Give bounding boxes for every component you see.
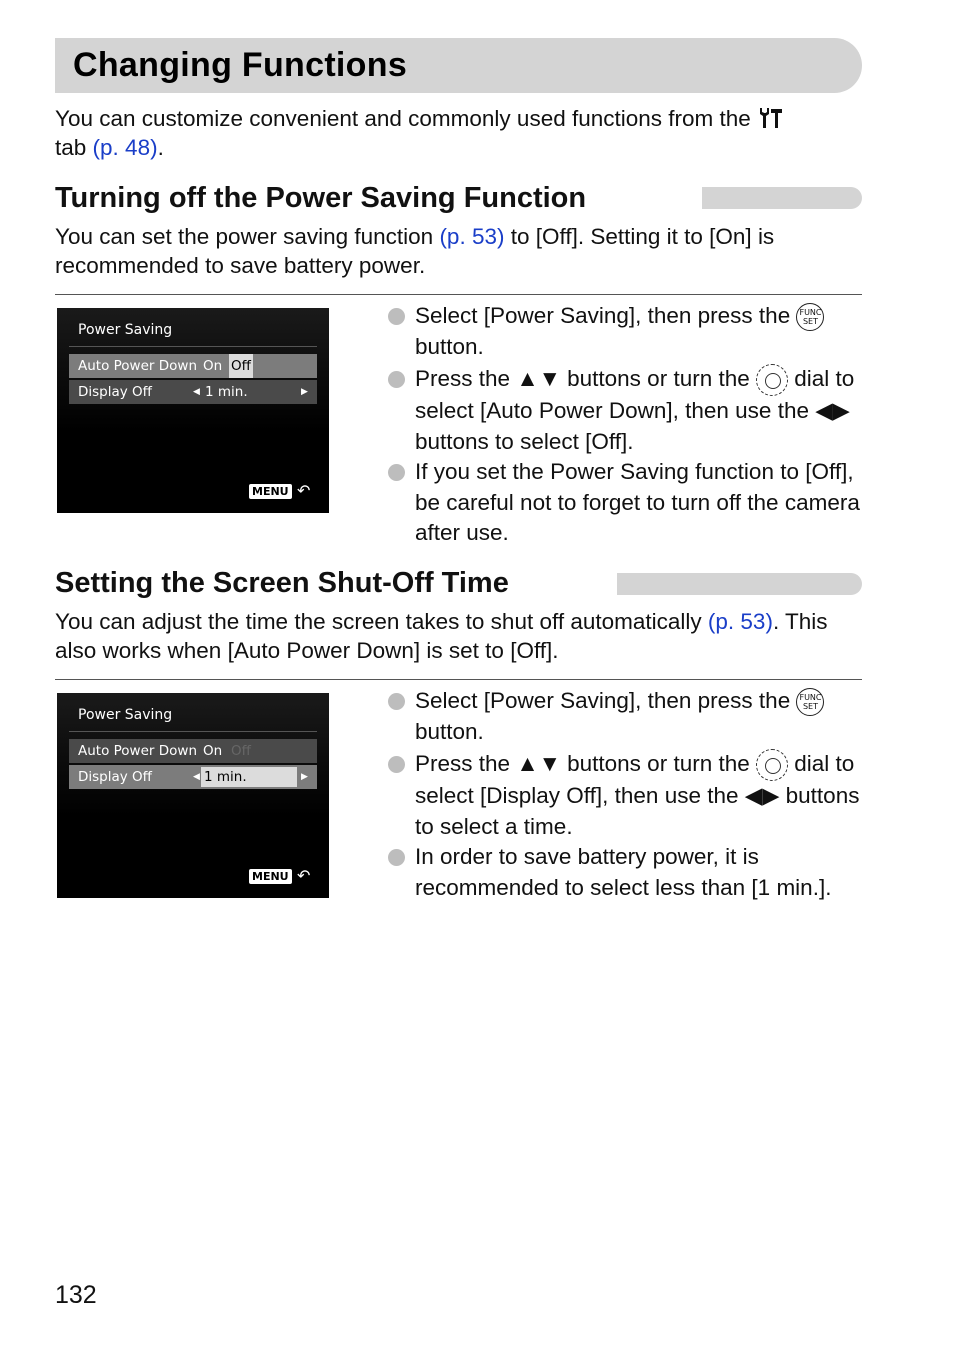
menu-row-auto-power-down: Auto Power Down On Off	[69, 739, 317, 763]
section2-rule	[55, 679, 862, 680]
tools-tab-icon	[757, 106, 783, 131]
bullet-item: In order to save battery power, it is recommended to select less than [1 min.].	[388, 842, 868, 903]
menu-button-icon: MENU	[249, 869, 292, 884]
bullet-dot-icon	[388, 849, 405, 866]
control-dial-icon	[756, 364, 788, 396]
right-arrow-icon: ▶	[301, 387, 308, 397]
screen-separator	[69, 346, 317, 347]
bullet-dot-icon	[388, 693, 405, 710]
section2-bullets	[388, 686, 868, 903]
menu-row-display-off: Display Off ◀ 1 min. ▶	[69, 380, 317, 404]
bullet-dot-icon	[388, 308, 405, 325]
bullet-item: Press the ▲▼ buttons or turn the dial to select [Auto Power Down], then use the ◀▶ buttons to select [Off].	[388, 364, 868, 457]
screen-separator	[69, 731, 317, 732]
section1-rule	[55, 294, 862, 295]
return-arrow-icon: ↶	[297, 866, 311, 885]
link-p53-b[interactable]: (p. 53)	[707, 609, 773, 634]
bullet-dot-icon	[388, 464, 405, 481]
func-set-button-icon: FUNC SET	[796, 303, 824, 331]
right-arrow-icon: ▶	[301, 772, 308, 782]
camera-screen-1	[57, 308, 329, 513]
menu-button-icon: MENU	[249, 484, 292, 499]
return-arrow-icon: ↶	[297, 481, 311, 500]
func-set-button-icon: FUNC SET	[796, 688, 824, 716]
bullet-item: If you set the Power Saving function to [Off], be careful not to forget to turn off the camera after use.	[388, 457, 868, 549]
left-arrow-icon: ◀	[193, 772, 200, 782]
page-number: 132	[55, 1281, 97, 1309]
section1-heading: Turning off the Power Saving Function	[55, 182, 587, 214]
section2-heading: Setting the Screen Shut-Off Time	[55, 567, 509, 599]
left-right-arrows-icon: ◀▶	[744, 783, 780, 809]
page-title: Changing Functions	[73, 46, 408, 84]
camera-screen-2	[57, 693, 329, 898]
bullet-dot-icon	[388, 756, 405, 773]
bullet-item: Select [Power Saving], then press the FUNC SET button.	[388, 301, 868, 362]
menu-row-display-off: Display Off ◀ 1 min. ▶	[69, 765, 317, 789]
screen-title: Power Saving	[78, 707, 173, 723]
section2-description: You can adjust the time the screen takes to shut off automatically (p. 53). This also works when [Auto Power Down] is set to [Off].	[55, 609, 828, 663]
left-arrow-icon: ◀	[193, 387, 200, 397]
menu-row-auto-power-down: Auto Power Down On Off	[69, 354, 317, 378]
bullet-item: Select [Power Saving], then press the FUNC SET button.	[388, 686, 868, 747]
up-down-arrows-icon: ▲▼	[516, 751, 561, 776]
section2-heading-bar	[617, 573, 862, 595]
link-p53-a[interactable]: (p. 53)	[439, 224, 505, 249]
section1-description: You can set the power saving function (p. 53) to [Off]. Setting it to [On] is recommended to save battery power.	[55, 224, 775, 278]
up-down-arrows-icon: ▲▼	[516, 366, 561, 391]
bullet-item: Press the ▲▼ buttons or turn the dial to select [Display Off], then use the ◀▶ buttons to select a time.	[388, 749, 868, 842]
title-bar	[55, 38, 862, 93]
intro-paragraph: You can customize convenient and commonly used functions from the tab (p. 48).	[55, 104, 855, 162]
control-dial-icon	[756, 749, 788, 781]
left-right-arrows-icon: ◀▶	[815, 398, 850, 424]
bullet-dot-icon	[388, 371, 405, 388]
link-p48[interactable]: (p. 48)	[92, 135, 158, 160]
screen-title: Power Saving	[78, 322, 173, 338]
section1-bullets	[388, 301, 868, 549]
section1-heading-bar	[702, 187, 862, 209]
